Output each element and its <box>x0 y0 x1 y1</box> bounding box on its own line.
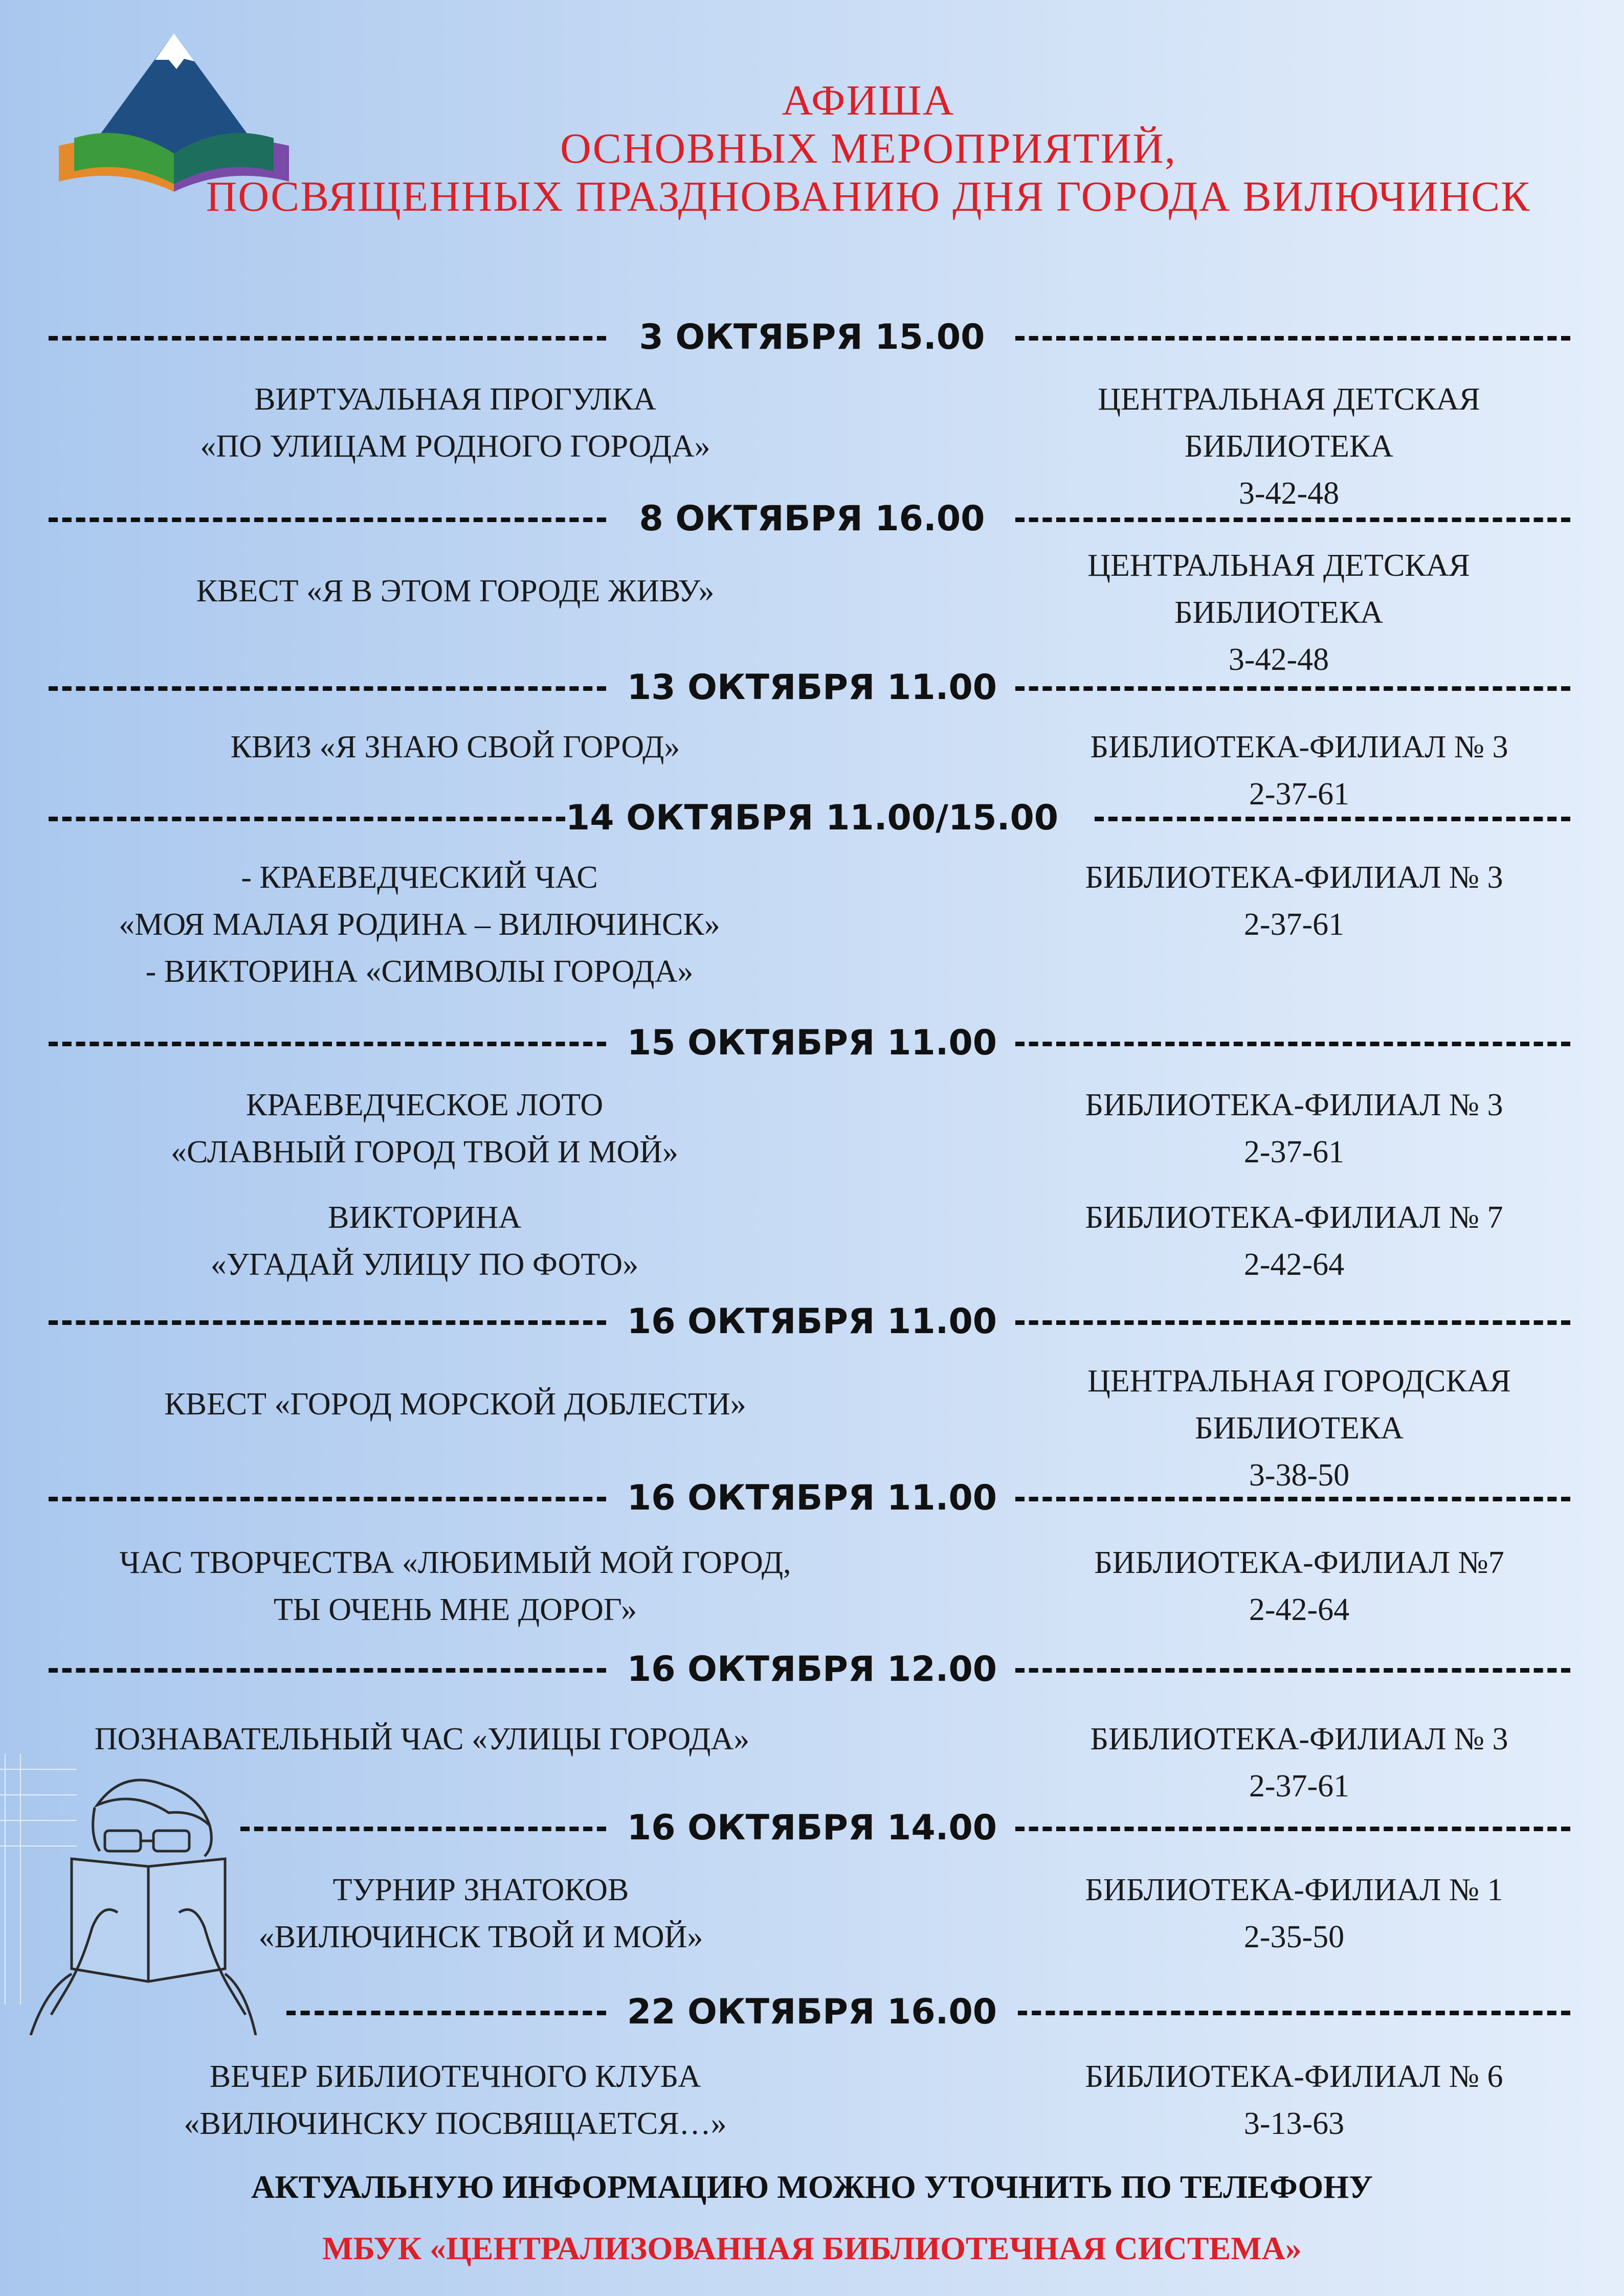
event-title: «УГАДАЙ УЛИЦУ ПО ФОТО» <box>210 1247 639 1282</box>
event-venue: БИБЛИОТЕКА-ФИЛИАЛ № 3 <box>1085 860 1503 895</box>
date-label: 14 ОКТЯБРЯ 11.00/15.00 <box>565 798 1059 838</box>
event-phone: 2-42-64 <box>1249 1592 1350 1627</box>
event-venue: БИБЛИОТЕКА-ФИЛИАЛ № 6 <box>1085 2059 1503 2094</box>
event-phone: 3-42-48 <box>1238 476 1340 511</box>
event-title: КРАЕВЕДЧЕСКОЕ ЛОТО <box>246 1088 604 1122</box>
event-phone: 2-37-61 <box>1243 907 1345 942</box>
event-title: - КРАЕВЕДЧЕСКИЙ ЧАС <box>241 860 598 895</box>
date-label: 16 ОКТЯБРЯ 11.00 <box>627 1478 997 1518</box>
event-venue: БИБЛИОТЕКА-ФИЛИАЛ № 1 <box>1085 1873 1503 1907</box>
event-title: - ВИКТОРИНА «СИМВОЛЫ ГОРОДА» <box>145 954 694 989</box>
date-label: 22 ОКТЯБРЯ 16.00 <box>627 1992 997 2032</box>
event-title: ВИКТОРИНА <box>327 1200 522 1235</box>
event-phone: 3-38-50 <box>1249 1458 1350 1493</box>
event-title: КВИЗ «Я ЗНАЮ СВОЙ ГОРОД» <box>230 730 680 764</box>
event-phone: 2-37-61 <box>1249 1769 1350 1804</box>
event-title: ВЕЧЕР БИБЛИОТЕЧНОГО КЛУБА <box>209 2059 701 2094</box>
date-separator <box>0 1294 1624 1350</box>
event-phone: 2-35-50 <box>1243 1920 1345 1954</box>
event-title: «ВИЛЮЧИНСКУ ПОСВЯЩАЕТСЯ…» <box>184 2106 727 2141</box>
event-phone: 2-42-64 <box>1243 1247 1345 1282</box>
event-title: «ПО УЛИЦАМ РОДНОГО ГОРОДА» <box>200 429 710 464</box>
event-title: КВЕСТ «ГОРОД МОРСКОЙ ДОБЛЕСТИ» <box>164 1387 746 1422</box>
event-title: ПОЗНАВАТЕЛЬНЫЙ ЧАС «УЛИЦЫ ГОРОДА» <box>94 1722 750 1757</box>
event-venue: БИБЛИОТЕКА-ФИЛИАЛ № 3 <box>1090 1722 1508 1757</box>
event-title: КВЕСТ «Я В ЭТОМ ГОРОДЕ ЖИВУ» <box>196 574 715 609</box>
footer-note: АКТУАЛЬНУЮ ИНФОРМАЦИЮ МОЖНО УТОЧНИТЬ ПО ТЕЛЕФОНУ <box>251 2169 1373 2205</box>
title-line: АФИША <box>782 77 955 124</box>
date-label: 15 ОКТЯБРЯ 11.00 <box>627 1023 997 1063</box>
event-venue: БИБЛИОТЕКА-ФИЛИАЛ №7 <box>1094 1545 1504 1580</box>
event-title: ТУРНИР ЗНАТОКОВ <box>332 1873 629 1907</box>
event-title: «МОЯ МАЛАЯ РОДИНА – ВИЛЮЧИНСК» <box>119 907 720 942</box>
event-phone: 3-13-63 <box>1243 2106 1345 2141</box>
page-title <box>0 77 1624 221</box>
event-venue: ЦЕНТРАЛЬНАЯ ГОРОДСКАЯ <box>1087 1364 1511 1399</box>
event-phone: 2-37-61 <box>1243 1135 1345 1169</box>
date-label: 3 ОКТЯБРЯ 15.00 <box>639 317 985 357</box>
date-separator <box>0 1015 1624 1071</box>
reader-illustration <box>0 1749 266 2035</box>
event-venue: БИБЛИОТЕКА <box>1174 595 1383 630</box>
event-title: ТЫ ОЧЕНЬ МНЕ ДОРОГ» <box>273 1592 637 1627</box>
event-title: «ВИЛЮЧИНСК ТВОЙ И МОЙ» <box>258 1920 703 1954</box>
event-title: ВИРТУАЛЬНАЯ ПРОГУЛКА <box>254 382 656 417</box>
date-label: 8 ОКТЯБРЯ 16.00 <box>639 499 985 539</box>
event-title: ЧАС ТВОРЧЕСТВА «ЛЮБИМЫЙ МОЙ ГОРОД, <box>119 1545 791 1580</box>
event-venue: ЦЕНТРАЛЬНАЯ ДЕТСКАЯ <box>1098 382 1480 417</box>
event-venue: ЦЕНТРАЛЬНАЯ ДЕТСКАЯ <box>1087 548 1470 583</box>
title-line: ПОСВЯЩЕННЫХ ПРАЗДНОВАНИЮ ДНЯ ГОРОДА ВИЛЮЧИНСК <box>206 173 1531 220</box>
event-phone: 3-42-48 <box>1228 642 1329 677</box>
event-venue: БИБЛИОТЕКА <box>1195 1411 1404 1446</box>
date-separator <box>0 309 1624 366</box>
event-venue: БИБЛИОТЕКА <box>1185 429 1393 464</box>
date-label: 16 ОКТЯБРЯ 14.00 <box>627 1808 997 1848</box>
date-separator <box>0 1641 1624 1698</box>
event-venue: БИБЛИОТЕКА-ФИЛИАЛ № 3 <box>1090 730 1508 764</box>
date-label: 13 ОКТЯБРЯ 11.00 <box>627 667 997 708</box>
event-venue: БИБЛИОТЕКА-ФИЛИАЛ № 3 <box>1085 1088 1503 1122</box>
date-label: 16 ОКТЯБРЯ 12.00 <box>627 1649 997 1690</box>
event-title: «СЛАВНЫЙ ГОРОД ТВОЙ И МОЙ» <box>170 1135 679 1169</box>
event-phone: 2-37-61 <box>1249 777 1350 812</box>
title-line: ОСНОВНЫХ МЕРОПРИЯТИЙ, <box>560 125 1176 172</box>
date-label: 16 ОКТЯБРЯ 11.00 <box>627 1301 997 1342</box>
event-venue: БИБЛИОТЕКА-ФИЛИАЛ № 7 <box>1085 1200 1503 1235</box>
footer-organization: МБУК «ЦЕНТРАЛИЗОВАННАЯ БИБЛИОТЕЧНАЯ СИСТЕМА» <box>322 2230 1302 2266</box>
